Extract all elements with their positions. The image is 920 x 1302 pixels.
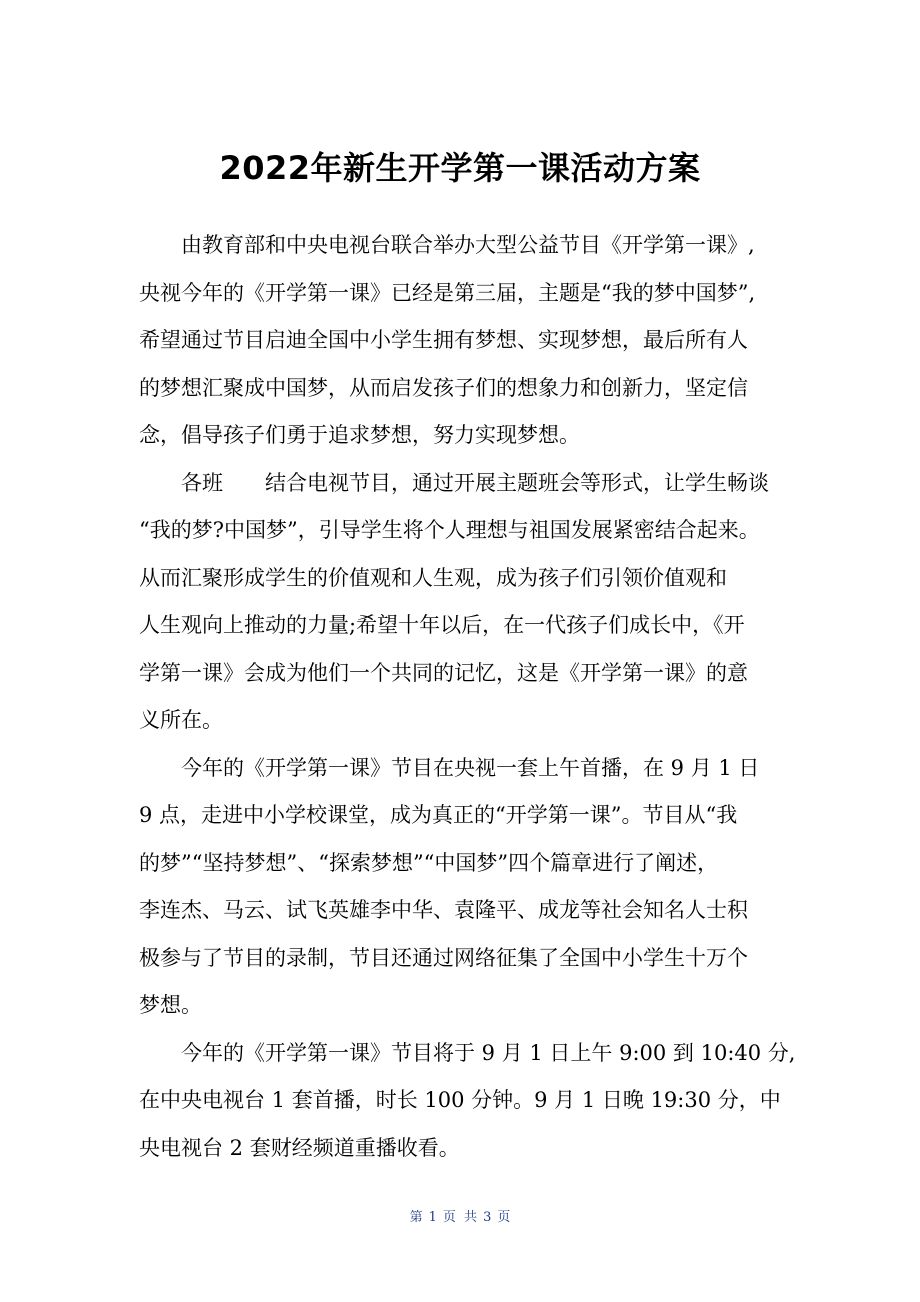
paragraph-line: 的梦想汇聚成中国梦，从而启发孩子们的想象力和创新力，坚定信 <box>139 375 748 400</box>
paragraph-line: 学第一课》会成为他们一个共同的记忆，这是《开学第一课》的意 <box>139 660 748 685</box>
paragraph-line: 今年的《开学第一课》节目在央视一套上午首播，在 9 月 1 日 <box>181 755 760 780</box>
paragraph-3 <box>139 745 799 1030</box>
paragraph-line: 央视今年的《开学第一课》已经是第三届，主题是“我的梦中国梦”, <box>139 280 756 305</box>
paragraph-line: 各班 结合电视节目，通过开展主题班会等形式，让学生畅谈 <box>181 470 769 495</box>
paragraph-line: 希望通过节目启迪全国中小学生拥有梦想、实现梦想，最后所有人 <box>139 328 748 352</box>
paragraph-line: 从而汇聚形成学生的价值观和人生观，成为孩子们引领价值观和 <box>139 565 727 590</box>
paragraph-line: 在中央电视台 1 套首播，时长 100 分钟。9 月 1 日晚 19:30 分，中 <box>139 1088 781 1112</box>
paragraph-line: 9 点，走进中小学校课堂，成为真正的“开学第一课”。节目从“我 <box>139 803 738 827</box>
paragraph-line: 念，倡导孩子们勇于追求梦想，努力实现梦想。 <box>139 423 580 447</box>
paragraph-line: 梦想。 <box>139 993 202 1017</box>
document-title: 2022年新生开学第一课活动方案 <box>219 149 701 187</box>
paragraph-line: 今年的《开学第一课》节目将于 9 月 1 日上午 9:00 到 10:40 分, <box>181 1040 796 1065</box>
paragraph-line: 央电视台 2 套财经频道重播收看。 <box>139 1135 460 1160</box>
footer-suffix: 页 <box>497 1210 511 1225</box>
paragraph-line: 极参与了节目的录制，节目还通过网络征集了全国中小学生十万个 <box>139 945 748 970</box>
paragraph-1 <box>139 222 799 460</box>
paragraph-line: 李连杰、马云、试飞英雄李中华、袁隆平、成龙等社会知名人士积 <box>139 898 748 922</box>
paragraph-line: 人生观向上推动的力量;希望十年以后，在一代孩子们成长中，《开 <box>139 613 745 637</box>
paragraph-line: 义所在。 <box>139 708 223 732</box>
document-body <box>139 222 799 1172</box>
paragraph-line: 的梦”“坚持梦想”、“探索梦想”“中国梦”四个篇章进行了阐述， <box>139 850 719 875</box>
paragraph-line: “我的梦?中国梦”，引导学生将个人理想与祖国发展紧密结合起来。 <box>139 518 760 542</box>
footer-middle: 页 共 <box>442 1210 478 1225</box>
footer-total-pages: 3 <box>483 1210 492 1225</box>
paragraph-2 <box>139 460 799 745</box>
page-footer <box>0 1206 920 1225</box>
footer-current-page: 1 <box>428 1210 437 1225</box>
footer-prefix: 第 <box>409 1210 423 1225</box>
paragraph-line: 由教育部和中央电视台联合举办大型公益节目《开学第一课》, <box>181 233 755 257</box>
paragraph-4 <box>139 1030 799 1173</box>
